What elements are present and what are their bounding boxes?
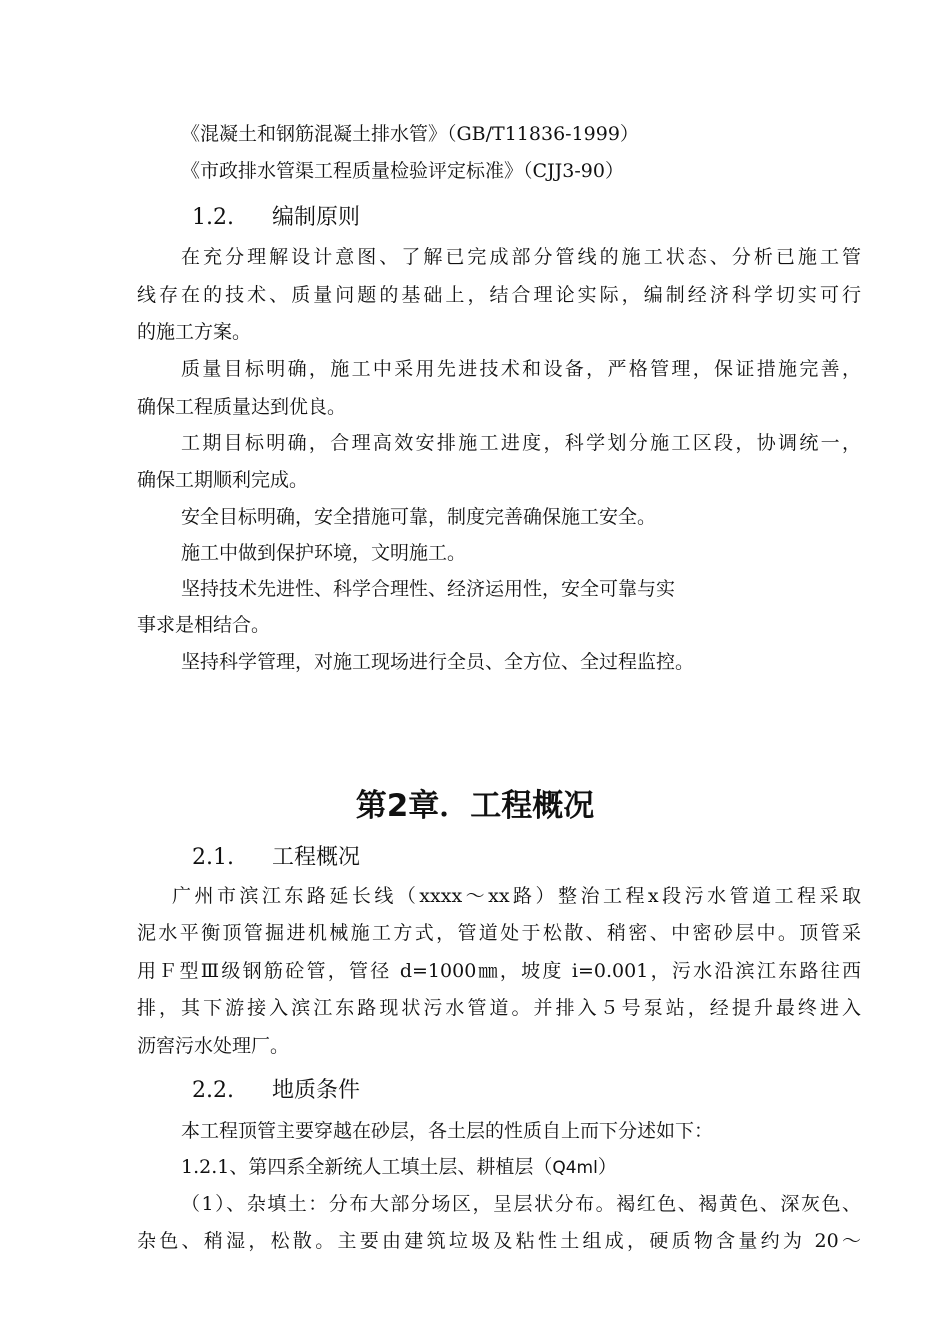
paragraph-line: （1）、杂填土：分布大部分场区，呈层状分布。褐红色、褐黄色、深灰色、 bbox=[181, 1193, 861, 1215]
paragraph-line: 的施工方案。 bbox=[137, 321, 252, 343]
paragraph-line: 广州市滨江东路延长线（xxxx～xx路）整治工程x段污水管道工程采取 bbox=[172, 885, 861, 907]
paragraph-line: 事求是相结合。 bbox=[137, 614, 271, 636]
paragraph-line: 排，其下游接入滨江东路现状污水管道。并排入５号泵站，经提升最终进入 bbox=[137, 997, 861, 1019]
paragraph-line: 杂色、稍湿，松散。主要由建筑垃圾及粘性土组成，硬质物含量约为 20～ bbox=[137, 1230, 861, 1252]
paragraph-line: 在充分理解设计意图、了解已完成部分管线的施工状态、分析已施工管 bbox=[181, 246, 861, 268]
section-number: 2.2. bbox=[192, 1078, 234, 1103]
paragraph-line: 安全目标明确，安全措施可靠，制度完善确保施工安全。 bbox=[181, 506, 657, 528]
section-title: 编制原则 bbox=[272, 205, 361, 230]
section-heading-2-2 bbox=[192, 1076, 950, 1106]
subsection-heading bbox=[181, 1154, 950, 1181]
paragraph-line: 线存在的技术、质量问题的基础上，结合理论实际，编制经济科学切实可行 bbox=[137, 284, 861, 306]
reference-line: 《市政排水管渠工程质量检验评定标准》（CJJ3-90） bbox=[181, 160, 624, 182]
section-heading-2-1 bbox=[192, 843, 950, 873]
reference-line: 《混凝土和钢筋混凝土排水管》（GB/T11836-1999） bbox=[181, 123, 639, 145]
paragraph-line: 本工程顶管主要穿越在砂层，各土层的性质自上而下分述如下： bbox=[181, 1120, 714, 1142]
chapter-title: 第2章．工程概况 bbox=[355, 788, 595, 824]
paragraph-line: 坚持技术先进性、科学合理性、经济运用性，安全可靠与实 bbox=[181, 578, 676, 600]
paragraph-line: 施工中做到保护环境，文明施工。 bbox=[181, 542, 467, 564]
paragraph-line: 工期目标明确，合理高效安排施工进度，科学划分施工区段，协调统一， bbox=[181, 432, 861, 454]
section-number: 2.1. bbox=[192, 845, 234, 870]
paragraph-line: 质量目标明确，施工中采用先进技术和设备，严格管理，保证措施完善， bbox=[181, 358, 861, 380]
paragraph-line: 用Ｆ型Ⅲ级钢筋砼管，管径 d=1000㎜，坡度 i=0.001，污水沿滨江东路往西 bbox=[137, 960, 861, 982]
subsection-suffix: ） bbox=[597, 1156, 617, 1178]
paragraph-line: 确保工程质量达到优良。 bbox=[137, 396, 347, 418]
subsection-prefix: 1.2.1、第四系全新统人工填土层、耕植层（ bbox=[181, 1156, 553, 1178]
section-heading-1-2 bbox=[192, 203, 950, 233]
section-title: 工程概况 bbox=[272, 845, 361, 870]
paragraph-line: 沥窖污水处理厂。 bbox=[137, 1035, 290, 1057]
soil-code: Q4ml bbox=[552, 1158, 598, 1178]
section-number: 1.2. bbox=[192, 205, 234, 230]
paragraph-line: 坚持科学管理，对施工现场进行全员、全方位、全过程监控。 bbox=[181, 651, 695, 673]
section-title: 地质条件 bbox=[272, 1078, 361, 1103]
paragraph-line: 泥水平衡顶管掘进机械施工方式，管道处于松散、稍密、中密砂层中。顶管采 bbox=[137, 922, 861, 944]
paragraph-line: 确保工期顺利完成。 bbox=[137, 469, 309, 491]
